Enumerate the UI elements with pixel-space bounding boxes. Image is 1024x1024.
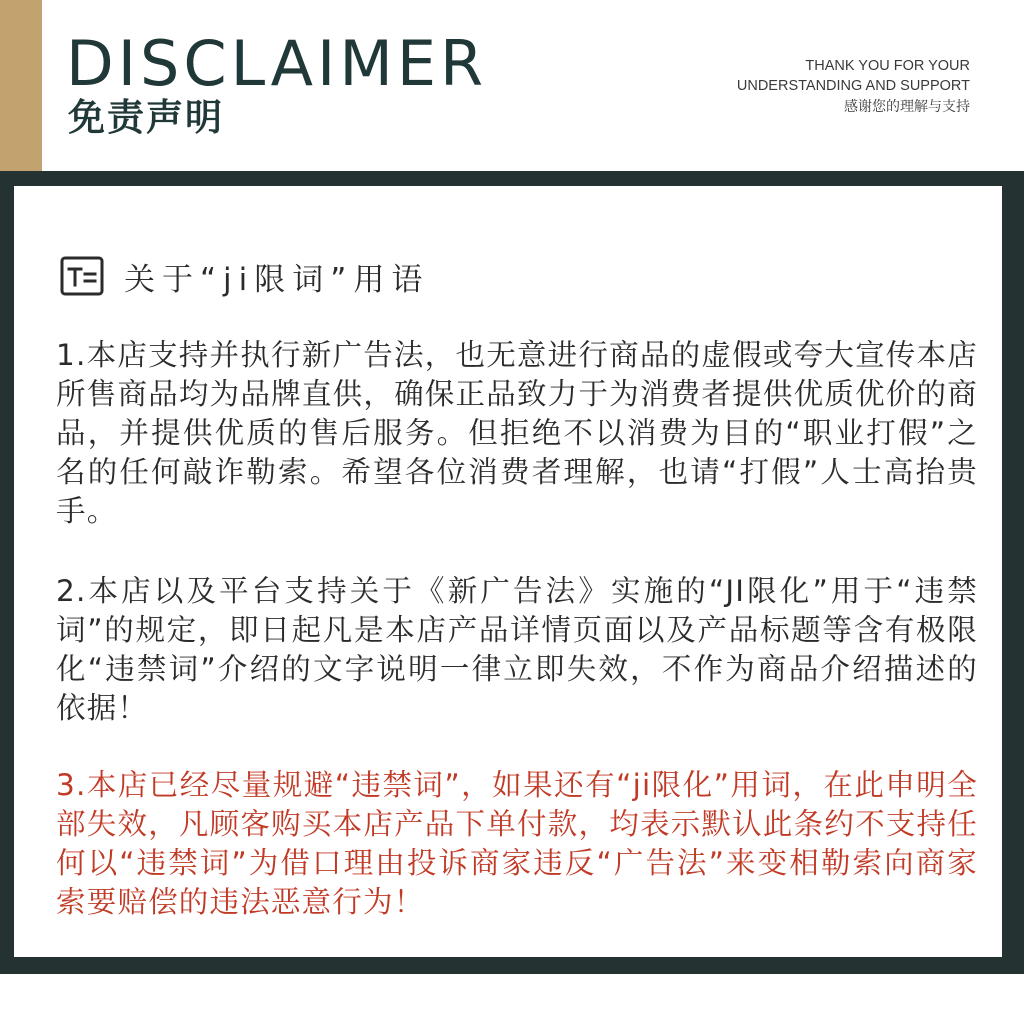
text-format-icon: [60, 254, 104, 298]
gold-accent-bar: [0, 0, 42, 172]
section-heading: [60, 254, 429, 298]
paragraph-2: 2.本店以及平台支持关于《新广告法》实施的“JI限化”用于“违禁词”的规定，即日起凡是本店产品详情页面以及产品标题等含有极限化“违禁词”介绍的文字说明一律立即失效，不作为商品介绍描述的依据！: [56, 574, 978, 725]
paragraph-1: 1.本店支持并执行新广告法，也无意进行商品的虚假或夸大宣传本店所售商品均为品牌直供，确保正品致力于为消费者提供优质优价的商品，并提供优质的售后服务。但拒绝不以消费为目的“职业打假”之名的任何敲诈勒索。希望各位消费者理解，也请“打假”人士高抬贵手。: [56, 338, 978, 528]
page-title: DISCLAIMER: [66, 27, 488, 100]
thanks-line-1: THANK YOU FOR YOUR: [805, 58, 970, 74]
thanks-line-zh: 感谢您的理解与支持: [844, 99, 970, 115]
page-subtitle: 免责声明: [68, 96, 224, 139]
thanks-note: [737, 56, 970, 118]
thanks-line-2: UNDERSTANDING AND SUPPORT: [736, 78, 970, 94]
content-panel: [14, 186, 1002, 957]
section-title: 关于“ji限词”用语: [124, 261, 430, 298]
paragraph-3-warning: 3.本店已经尽量规避“违禁词”，如果还有“ji限化”用词，在此申明全部失效，凡顾客购买本店产品下单付款，均表示默认此条约不支持任何以“违禁词”为借口理由投诉商家违反“广告法”来变相勒索向商家索要赔偿的违法恶意行为！: [56, 768, 978, 919]
content-frame: [0, 171, 1024, 974]
